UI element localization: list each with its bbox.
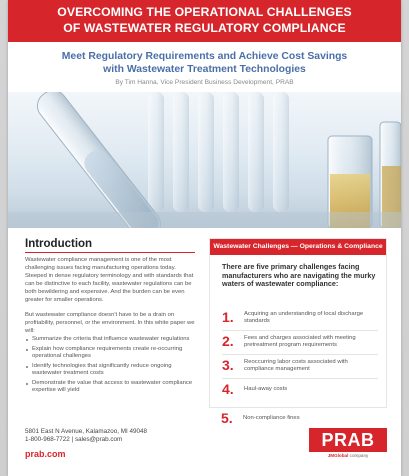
introduction-paragraph-1: Wastewater compliance management is one of the most challenging issues facing manufacturing operations today. Steeped in dense regulatory terminology and with standards that can be distinctive to each facility, wastewater regulations can be both bewildering and expensive. And the burden can be even greater for smaller operations. bbox=[25, 257, 194, 303]
challenges-panel bbox=[209, 238, 387, 408]
challenge-item-2 bbox=[222, 333, 380, 355]
title-banner bbox=[8, 0, 401, 42]
divider bbox=[222, 330, 378, 331]
parent-company-tagline bbox=[309, 453, 387, 458]
introduction-rule bbox=[25, 252, 195, 253]
contact-line: 1-800-968-7722 | sales@prab.com bbox=[25, 436, 123, 444]
subheading-line-1: Meet Regulatory Requirements and Achieve Cost Savings bbox=[61, 51, 348, 62]
lab-test-tubes-photo bbox=[8, 92, 401, 228]
challenge-item-4 bbox=[222, 381, 380, 395]
document-page bbox=[8, 0, 401, 476]
introduction-bullet-list bbox=[25, 336, 197, 397]
website-link[interactable]: prab.com bbox=[25, 449, 66, 459]
challenge-number: 3. bbox=[222, 357, 234, 373]
byline: By Tim Hanna, Vice President Business Development, PRAB bbox=[115, 79, 294, 86]
introduction-heading: Introduction bbox=[25, 238, 93, 250]
challenge-number: 2. bbox=[222, 333, 234, 349]
introduction-paragraph-2: But wastewater compliance doesn't have to be a drain on profitability, personnel, or the environment. In this white paper we will: bbox=[25, 312, 195, 334]
challenge-item-1 bbox=[222, 309, 380, 331]
list-item: Summarize the criteria that influence wastewater regulations bbox=[25, 336, 197, 344]
subheading bbox=[8, 50, 401, 76]
challenge-number: 4. bbox=[222, 381, 234, 397]
challenge-item-3 bbox=[222, 357, 380, 379]
challenge-text: Fees and charges associated with meeting pretreatment program requirements bbox=[244, 335, 356, 349]
prab-logo: PRAB bbox=[309, 428, 387, 452]
challenges-panel-lead: There are five primary challenges facing manufacturers who are navigating the murky waters of wastewater compliance: bbox=[222, 262, 376, 289]
list-item: Demonstrate the value that access to wastewater compliance expertise will yield bbox=[25, 380, 197, 395]
title-line-2: OF WASTEWATER REGULATORY COMPLIANCE bbox=[63, 21, 346, 35]
parent-brand-suffix: company bbox=[348, 453, 369, 458]
challenge-number: 1. bbox=[222, 309, 234, 325]
address-line: 5801 East N Avenue, Kalamazoo, MI 49048 bbox=[25, 428, 148, 435]
parent-brand: JMGlobal bbox=[327, 453, 349, 458]
list-item: Identify technologies that significantly reduce ongoing wastewater treatment costs bbox=[25, 363, 197, 378]
challenge-item-5 bbox=[221, 410, 379, 424]
challenge-text: Non-compliance fines bbox=[243, 415, 300, 421]
divider bbox=[222, 378, 378, 379]
company-address bbox=[25, 428, 147, 445]
subheading-line-2: with Wastewater Treatment Technologies bbox=[103, 64, 306, 75]
list-item: Explain how compliance requirements create re-occurring operational challenges bbox=[25, 346, 197, 361]
challenge-number: 5. bbox=[221, 410, 233, 426]
challenge-text: Reoccurring labor costs associated with compliance management bbox=[244, 359, 348, 373]
challenges-panel-header: Wastewater Challenges — Operations & Compliance bbox=[210, 239, 386, 255]
title-line-1: OVERCOMING THE OPERATIONAL CHALLENGES bbox=[57, 5, 352, 19]
challenge-text: Acquiring an understanding of local discharge standards bbox=[244, 311, 364, 325]
challenge-text: Haul-away costs bbox=[244, 386, 288, 392]
divider bbox=[222, 354, 378, 355]
